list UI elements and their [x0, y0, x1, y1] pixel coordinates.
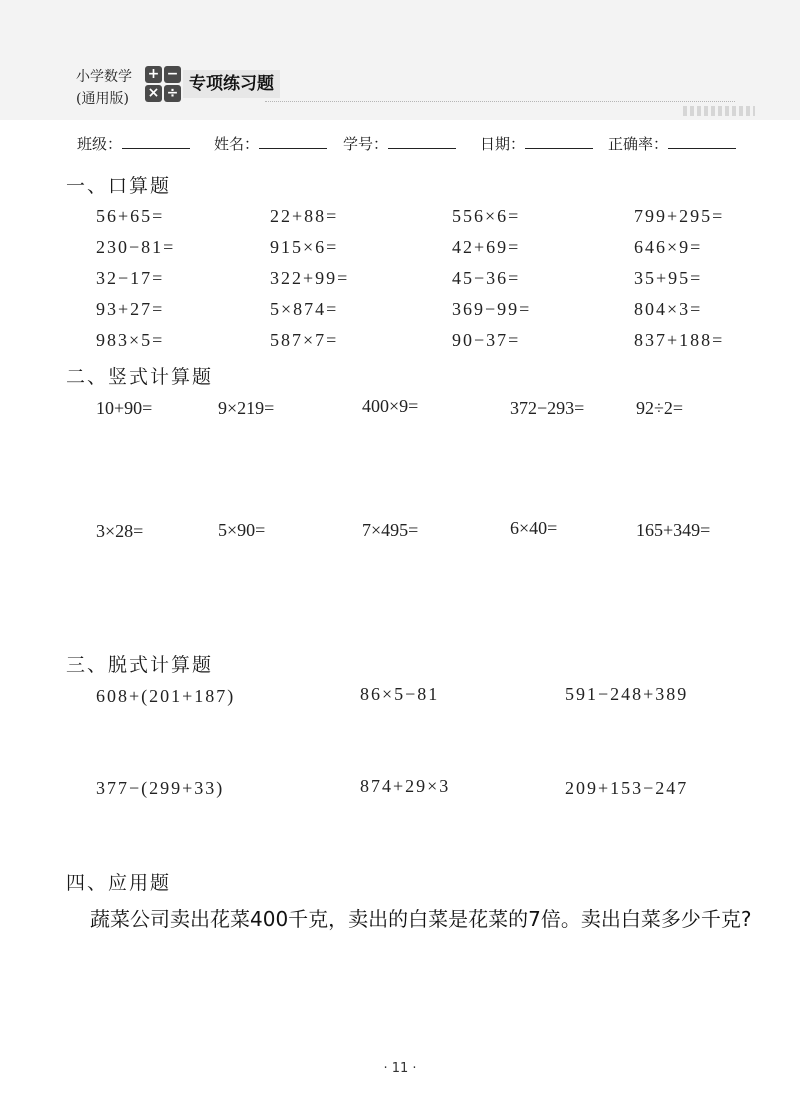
word-problem-text: 蔬菜公司卖出花菜400千克，卖出的白菜是花菜的7倍。卖出白菜多少千克? — [90, 907, 752, 931]
oral-expr: 5×874= — [270, 299, 339, 319]
oral-expr: 32−17= — [96, 268, 165, 288]
vertical-expr: 372−293= — [510, 398, 585, 418]
vertical-expr: 7×495= — [362, 520, 419, 540]
oral-expr: 369−99= — [452, 299, 532, 319]
date-label: 日期： — [480, 135, 526, 153]
student-info-row — [0, 133, 800, 157]
page-number: · 11 · — [383, 1061, 417, 1076]
oral-expr: 22+88= — [270, 206, 339, 226]
brand-line-2: (通用版) — [76, 91, 129, 107]
section-stepwise-title: 三、脱式计算题 — [66, 654, 214, 676]
vertical-expr: 9×219= — [218, 398, 275, 418]
minus-icon: − — [164, 66, 181, 83]
name-field — [214, 133, 327, 155]
vertical-expr: 5×90= — [218, 520, 266, 540]
brand-line-1: 小学数学 — [76, 69, 132, 85]
vertical-expr: 10+90= — [96, 398, 153, 418]
vertical-expr: 6×40= — [510, 518, 558, 538]
oral-expr: 804×3= — [634, 299, 703, 319]
oral-expr: 93+27= — [96, 299, 165, 319]
student-id-label: 学号： — [343, 135, 389, 153]
stepwise-expr: 209+153−247 — [565, 778, 689, 798]
accuracy-label: 正确率： — [608, 135, 669, 153]
section-oral-title: 一、口算题 — [66, 175, 172, 197]
oral-expr: 90−37= — [452, 330, 521, 350]
oral-expr: 587×7= — [270, 330, 339, 350]
oral-expr: 915×6= — [270, 237, 339, 257]
header-dotted-rule — [265, 101, 735, 102]
oral-expr: 837+188= — [634, 330, 725, 350]
vertical-expr: 165+349= — [636, 520, 711, 540]
class-blank — [122, 134, 190, 149]
plus-icon: + — [145, 66, 162, 83]
stepwise-expr: 874+29×3 — [360, 776, 451, 796]
vertical-expr: 92÷2= — [636, 398, 684, 418]
stepwise-expr: 86×5−81 — [360, 684, 440, 704]
oral-expr: 42+69= — [452, 237, 521, 257]
accuracy-blank — [668, 134, 736, 149]
oral-expr: 45−36= — [452, 268, 521, 288]
faint-watermark-mark — [683, 106, 755, 116]
oral-expr: 56+65= — [96, 206, 165, 226]
section-vertical-title: 二、竖式计算题 — [66, 366, 214, 388]
oral-expr: 799+295= — [634, 206, 725, 226]
oral-expr: 556×6= — [452, 206, 521, 226]
student-id-field — [343, 133, 456, 155]
times-icon: × — [145, 85, 162, 102]
student-id-blank — [388, 134, 456, 149]
date-blank — [525, 134, 593, 149]
name-blank — [259, 134, 327, 149]
operator-badge — [145, 66, 181, 106]
oral-expr: 230−81= — [96, 237, 176, 257]
stepwise-expr: 377−(299+33) — [96, 778, 225, 798]
accuracy-field — [608, 133, 736, 155]
divide-icon: ÷ — [164, 85, 181, 102]
name-label: 姓名： — [214, 135, 260, 153]
date-field — [480, 133, 593, 155]
oral-expr: 983×5= — [96, 330, 165, 350]
oral-expr: 35+95= — [634, 268, 703, 288]
series-title: 专项练习题 — [183, 70, 280, 98]
brand-label — [76, 66, 146, 110]
oral-expr: 322+99= — [270, 268, 350, 288]
vertical-expr: 400×9= — [362, 396, 419, 416]
stepwise-expr: 591−248+389 — [565, 684, 689, 704]
class-field — [77, 133, 190, 155]
vertical-expr: 3×28= — [96, 521, 144, 541]
stepwise-expr: 608+(201+187) — [96, 686, 236, 706]
section-word-problem-title: 四、应用题 — [66, 872, 172, 894]
oral-expr: 646×9= — [634, 237, 703, 257]
class-label: 班级： — [77, 135, 123, 153]
